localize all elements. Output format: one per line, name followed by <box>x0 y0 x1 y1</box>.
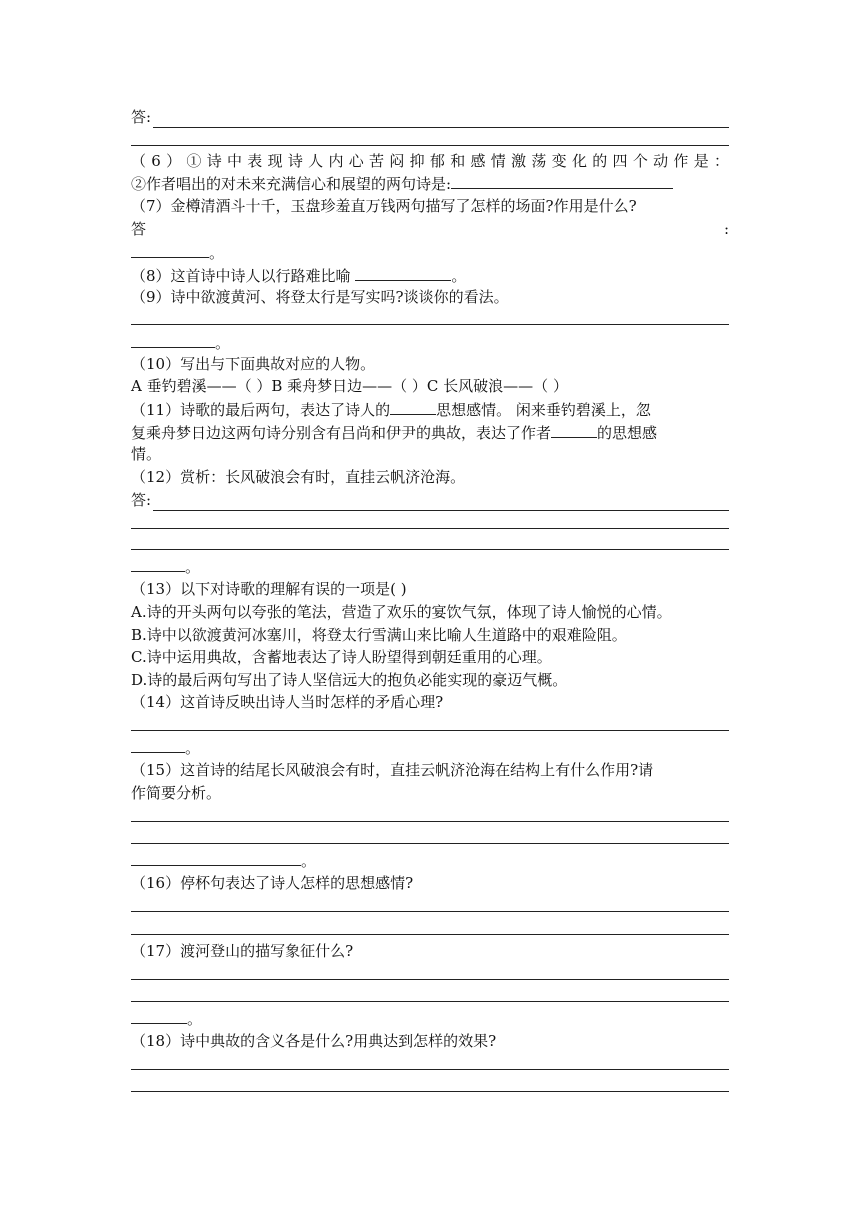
q14-blank[interactable] <box>131 736 185 753</box>
q9-blank[interactable] <box>131 331 215 348</box>
q17-end: 。 <box>187 1010 203 1028</box>
q12-question: （12）赏析：长风破浪会有时，直挂云帆济沧海。 <box>131 468 466 486</box>
q17-blank[interactable] <box>131 1007 187 1024</box>
q13-option-c: C.诗中运用典故，含蓄地表达了诗人盼望得到朝廷重用的心理。 <box>131 648 552 666</box>
q13-option-b: B.诗中以欲渡黄河冰塞川，将登太行雪满山来比喻人生道路中的艰难险阻。 <box>131 626 627 644</box>
q12-answer-line <box>131 489 729 511</box>
answer-rule[interactable] <box>131 145 729 146</box>
q12-rule2[interactable] <box>131 549 729 550</box>
q15-line2: 作简要分析。 <box>131 784 222 802</box>
q18-rule1[interactable] <box>131 1069 729 1070</box>
q15-line1: （15）这首诗的结尾长风破浪会有时，直挂云帆济沧海在结构上有什么作用?请 <box>131 761 654 779</box>
q6-line1: （6）①诗中表现诗人内心苦闷抑郁和感情激荡变化的四个动作是： <box>131 152 729 170</box>
q7-question: （7）金樽清酒斗十千，玉盘珍羞直万钱两句描写了怎样的场面?作用是什么? <box>131 197 637 215</box>
q17-rule1[interactable] <box>131 979 729 980</box>
q7-end: 。 <box>209 244 225 262</box>
q6-blank[interactable] <box>451 172 673 189</box>
q17-question: （17）渡河登山的描写象征什么? <box>131 942 354 960</box>
q15-rule2[interactable] <box>131 843 729 844</box>
q10-options: A 垂钓碧溪——（ ）B 乘舟梦日边——（ ）C 长风破浪——（ ） <box>131 377 568 395</box>
q15-blank-line <box>131 849 729 871</box>
q11-line2 <box>131 421 729 443</box>
q9-blank-line <box>131 331 729 353</box>
q6-line2-text: ②作者唱出的对未来充满信心和展望的两句诗是: <box>131 175 452 193</box>
q11-blank1[interactable] <box>390 398 436 415</box>
q8-text: （8）这首诗中诗人以行路难比喻 <box>131 267 351 285</box>
q8-end: 。 <box>451 267 467 285</box>
q12-rule1[interactable] <box>131 528 729 529</box>
q14-rule[interactable] <box>131 730 729 731</box>
q11-line2a: 复乘舟梦日边这两句诗分别含有吕尚和伊尹的典故，表达了作者 <box>131 424 552 442</box>
q11-line2b: 的思想感 <box>597 424 658 442</box>
q18-rule2[interactable] <box>131 1091 729 1092</box>
q16-rule2[interactable] <box>131 934 729 935</box>
answer-line-top[interactable] <box>131 106 729 128</box>
q12-end: 。 <box>185 558 201 576</box>
q8-line <box>131 264 729 286</box>
q14-end: 。 <box>185 739 201 757</box>
q12-blank-line <box>131 555 729 577</box>
q9-question: （9）诗中欲渡黄河、将登太行是写实吗?谈谈你的看法。 <box>131 288 509 306</box>
q11-line1 <box>131 398 729 420</box>
q11-line1b: 思想感情。 闲来垂钓碧溪上，忽 <box>436 401 651 419</box>
q12-answer-label: 答: <box>131 491 152 509</box>
q14-question: （14）这首诗反映出诗人当时怎样的矛盾心理? <box>131 693 444 711</box>
q13-option-d: D.诗的最后两句写出了诗人坚信远大的抱负必能实现的豪迈气概。 <box>131 671 568 689</box>
q12-blank[interactable] <box>131 555 185 572</box>
q17-rule2[interactable] <box>131 1001 729 1002</box>
q7-blank-line <box>131 241 729 263</box>
q9-rule[interactable] <box>131 324 729 325</box>
q13-question: （13）以下对诗歌的理解有误的一项是( ) <box>131 580 407 598</box>
q11-blank2[interactable] <box>551 421 597 438</box>
q15-end: 。 <box>301 852 317 870</box>
q16-rule1[interactable] <box>131 911 729 912</box>
q16-question: （16）停杯句表达了诗人怎样的思想感情? <box>131 874 414 892</box>
q11-line3: 情。 <box>131 445 162 463</box>
answer-blank[interactable] <box>153 112 729 128</box>
q7-answer-line <box>131 218 729 240</box>
q15-rule1[interactable] <box>131 821 729 822</box>
q13-option-a: A.诗的开头两句以夸张的笔法，营造了欢乐的宴饮气氛，体现了诗人愉悦的心情。 <box>131 603 672 621</box>
q11-line1a: （11）诗歌的最后两句，表达了诗人的 <box>131 401 391 419</box>
q6-line2 <box>131 172 729 194</box>
q7-blank[interactable] <box>131 241 209 258</box>
q14-blank-line <box>131 736 729 758</box>
q7-answer-colon: : <box>723 220 729 238</box>
q10-question: （10）写出与下面典故对应的人物。 <box>131 355 376 373</box>
q9-end: 。 <box>215 334 231 352</box>
q18-question: （18）诗中典故的含义各是什么?用典达到怎样的效果? <box>131 1032 497 1050</box>
q12-answer-blank[interactable] <box>153 495 729 511</box>
q8-blank[interactable] <box>355 264 451 281</box>
q15-blank[interactable] <box>131 849 301 866</box>
answer-label: 答: <box>131 108 152 126</box>
q7-answer-prefix: 答 <box>131 220 147 238</box>
q17-blank-line <box>131 1007 729 1029</box>
